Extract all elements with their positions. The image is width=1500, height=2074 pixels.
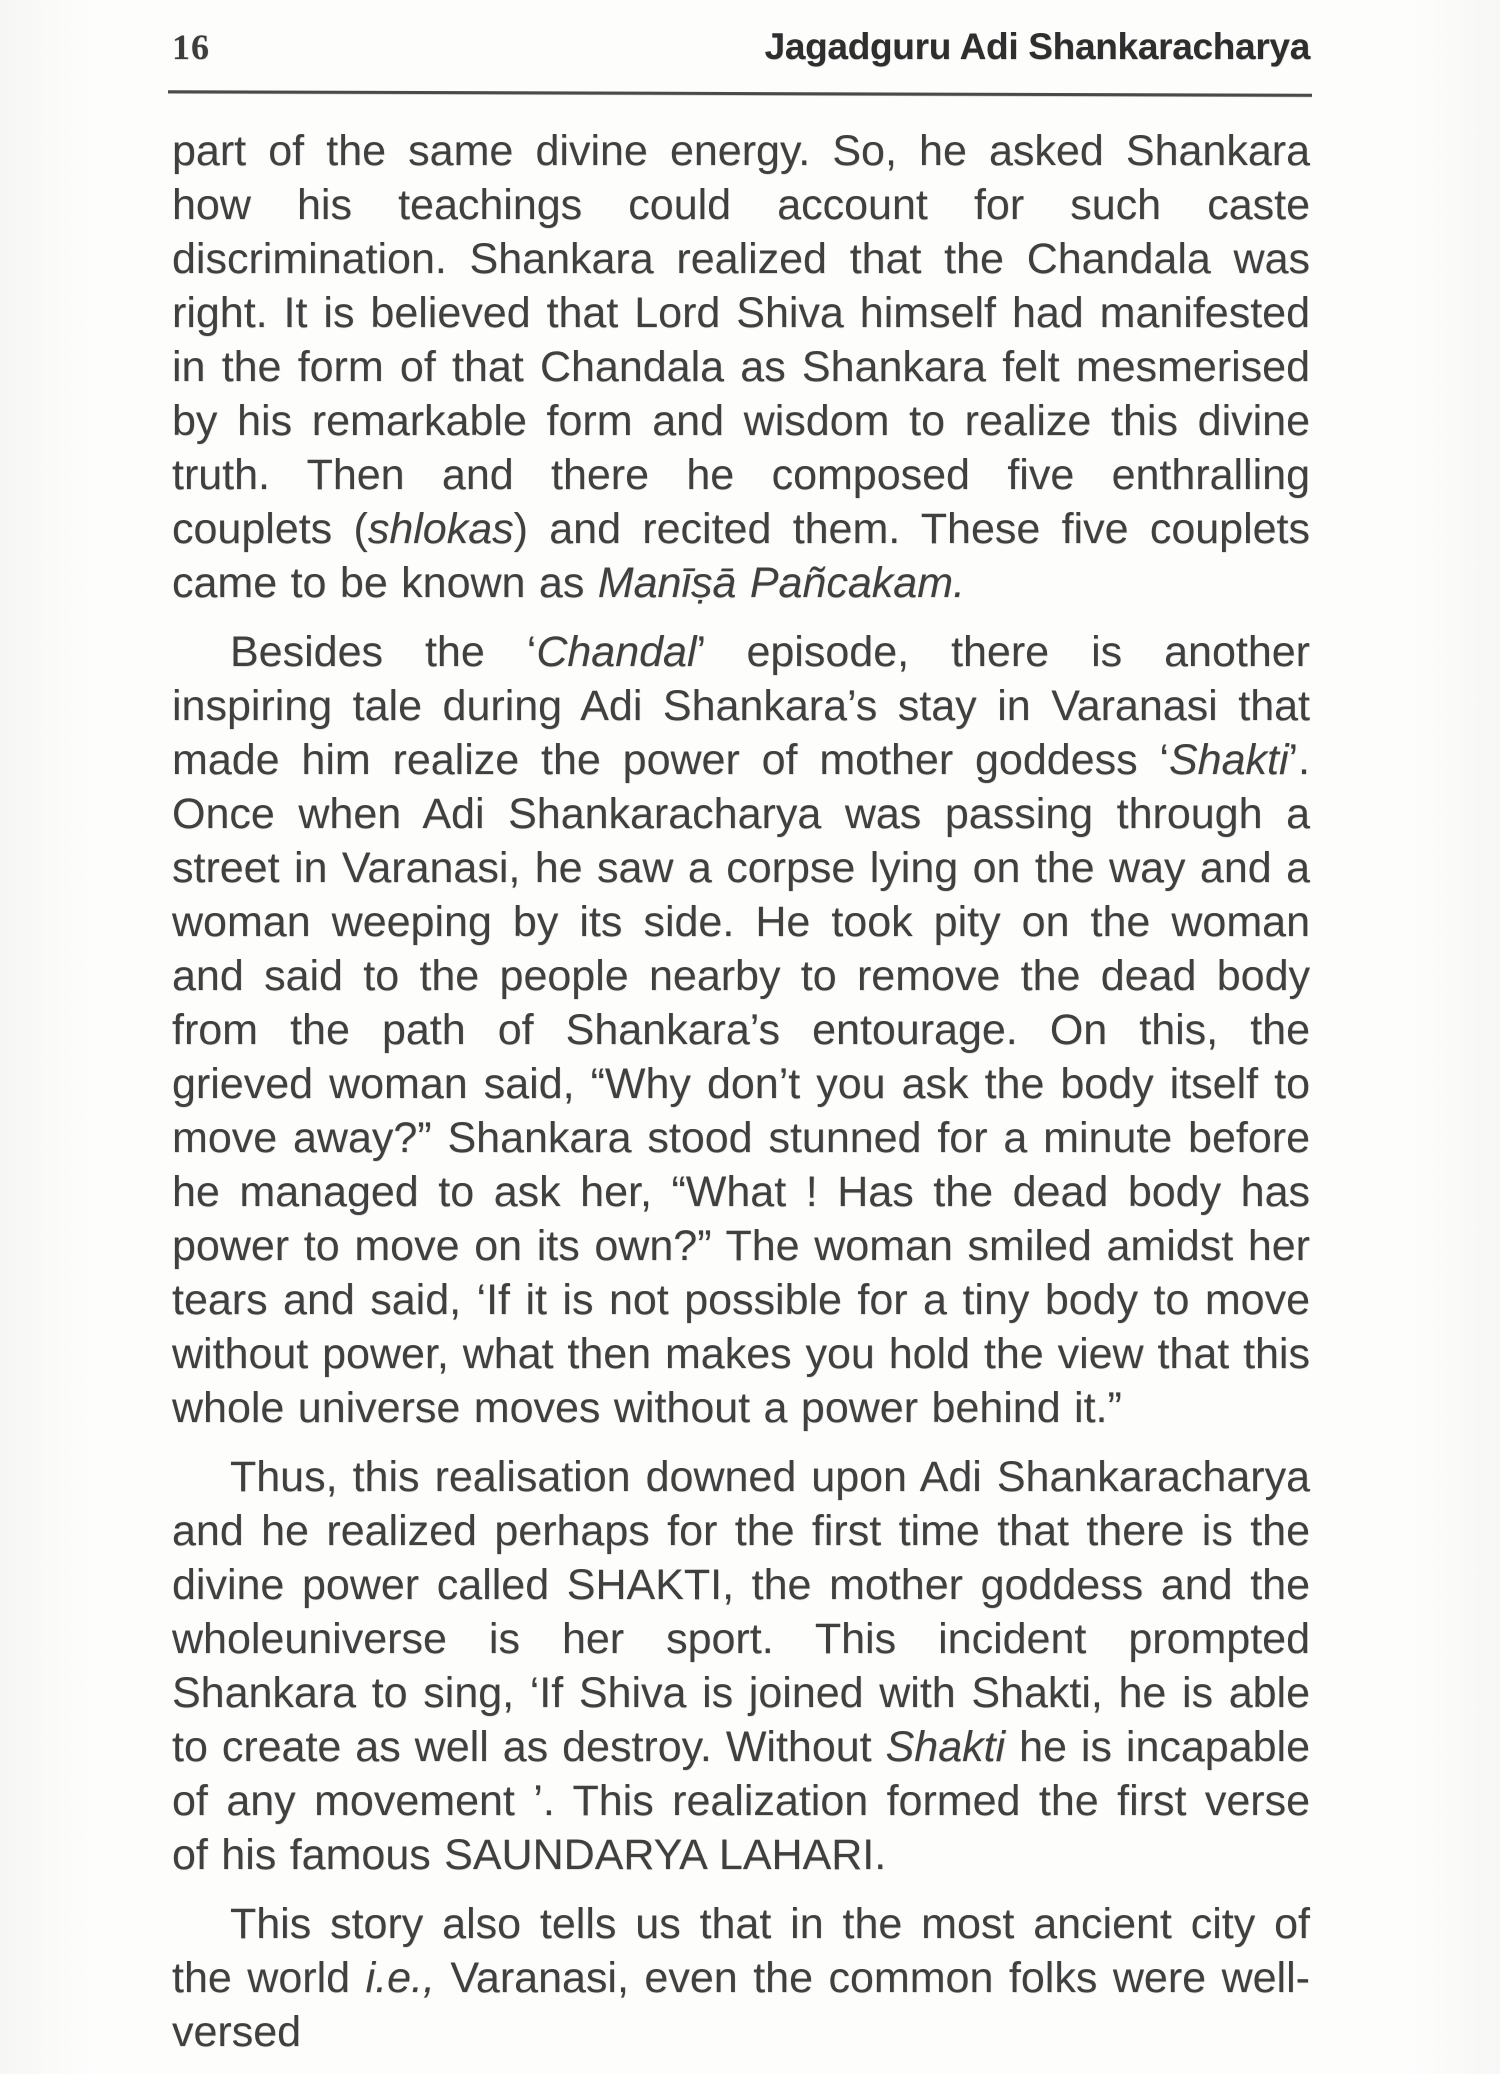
text-segment: ’ episode, there is another inspiring tale during Adi Shankara’s stay in Varanasi that made him realize the power of mother goddess ‘ [172,628,1310,784]
text-segment: i.e., [365,1954,435,2002]
paragraph-3 [172,1450,1310,1882]
text-segment: Shakti [885,1723,1006,1771]
text-segment: ) and recited them. These five couplets came to be known as [172,505,1311,607]
text-segment: Besides the ‘ [230,628,537,676]
text-segment: Thus, this realisation downed upon Adi Shankaracharya and he realized perhaps for the first time that there is the divine power called SHAKTI, the mother goddess and the wholeuniverse is her sport. This incident prompted Shankara to sing, ‘If Shiva is joined with Shakti, he is able to create as well as destroy. Without [172,1453,1310,1771]
text-segment: he is incapable of any movement ’. This realization formed the first verse of his famous SAUNDARYA LAHARI. [172,1723,1310,1879]
text-segment: shlokas [367,505,514,553]
paragraph-4 [172,1897,1310,2059]
text-segment: Shakti [1168,736,1289,784]
paragraph-1 [172,124,1310,610]
paragraph-2 [172,625,1310,1435]
text-segment: ’. Once when Adi Shankaracharya was passing through a street in Varanasi, he saw a corpse lying on the way and a woman weeping by its side. He took pity on the woman and said to the people nearby to remove the dead body from the path of Shankara’s entourage. On this, the grieved woman said, “Why don’t you ask the body itself to move away?” Shankara stood stunned for a minute before he managed to ask her, “What ! Has the dead body has power to move on its own?” The woman smiled amidst her tears and said, ‘If it is not possible for a tiny body to move without power, what then makes you hold the view that this whole universe moves without a power behind it.” [172,736,1310,1432]
page-body [172,124,1310,2074]
header-rule [168,90,1312,97]
text-segment: Chandal [536,628,697,676]
text-segment: Manīṣā Pañcakam. [597,559,965,607]
text-segment: Varanasi, even the common folks were well-versed [172,1954,1310,2056]
page-number: 16 [172,27,210,67]
text-segment: part of the same divine energy. So, he asked Shankara how his teachings could account for such caste discrimination. Shankara realized that the Chandala was right. It is believed that Lord Shiva himself had manifested in the form of that Chandala as Shankara felt mesmerised by his remarkable form and wisdom to realize this divine truth. Then and there he composed five enthralling couplets ( [172,127,1310,553]
page-header [172,26,1310,68]
running-title: Jagadguru Adi Shankaracharya [764,26,1310,67]
text-segment: This story also tells us that in the most ancient city of the world [172,1900,1310,2002]
